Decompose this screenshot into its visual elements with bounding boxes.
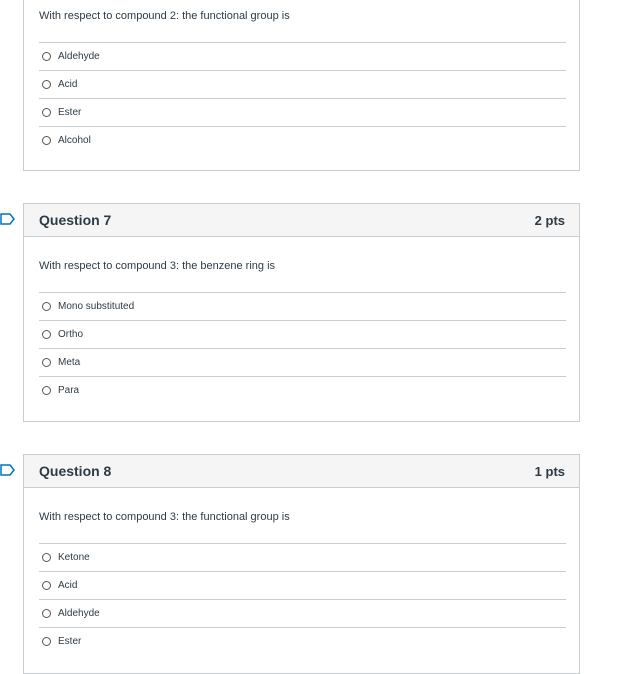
answer-option[interactable]	[39, 98, 566, 126]
answer-option[interactable]	[39, 348, 566, 376]
question-7-text: With respect to compound 3: the benzene ring is	[39, 260, 276, 272]
question-header	[24, 204, 579, 237]
radio-button-icon[interactable]	[42, 581, 51, 590]
flag-question-icon[interactable]	[0, 213, 15, 225]
answer-option[interactable]	[39, 70, 566, 98]
radio-button-icon[interactable]	[42, 637, 51, 646]
answer-option[interactable]	[39, 571, 566, 599]
question-6-card	[23, 0, 580, 171]
answer-option[interactable]	[39, 543, 566, 571]
radio-button-icon[interactable]	[42, 52, 51, 61]
answer-option[interactable]	[39, 126, 566, 154]
answer-option[interactable]	[39, 627, 566, 655]
answer-label: Alcohol	[58, 135, 91, 146]
answer-option[interactable]	[39, 376, 566, 404]
question-title: Question 8	[39, 463, 112, 479]
radio-button-icon[interactable]	[42, 358, 51, 367]
answer-option[interactable]	[39, 292, 566, 320]
question-points: 1 pts	[534, 463, 565, 479]
answer-option[interactable]	[39, 42, 566, 70]
radio-button-icon[interactable]	[42, 609, 51, 618]
question-title: Question 7	[39, 212, 112, 228]
question-7-card	[23, 203, 580, 422]
radio-button-icon[interactable]	[42, 80, 51, 89]
answer-label: Ketone	[58, 552, 90, 563]
answer-label: Mono substituted	[58, 301, 135, 312]
radio-button-icon[interactable]	[42, 386, 51, 395]
question-points: 2 pts	[534, 212, 565, 228]
answer-label: Aldehyde	[58, 608, 100, 619]
answer-label: Meta	[58, 357, 81, 368]
radio-button-icon[interactable]	[42, 330, 51, 339]
answer-label: Ester	[58, 636, 82, 647]
answer-option[interactable]	[39, 599, 566, 627]
answer-option[interactable]	[39, 320, 566, 348]
question-6-answers	[39, 42, 566, 154]
answer-label: Acid	[58, 79, 78, 90]
answer-label: Ortho	[58, 329, 84, 340]
question-6-text: With respect to compound 2: the functional group is	[39, 10, 290, 22]
flag-question-icon[interactable]	[0, 464, 15, 476]
radio-button-icon[interactable]	[42, 302, 51, 311]
question-7-answers	[39, 292, 566, 404]
answer-label: Ester	[58, 107, 82, 118]
answer-label: Acid	[58, 580, 78, 591]
radio-button-icon[interactable]	[42, 108, 51, 117]
question-header	[24, 455, 579, 488]
question-8-answers	[39, 543, 566, 655]
answer-label: Aldehyde	[58, 51, 100, 62]
radio-button-icon[interactable]	[42, 553, 51, 562]
answer-label: Para	[58, 385, 80, 396]
radio-button-icon[interactable]	[42, 136, 51, 145]
question-8-card	[23, 454, 580, 674]
question-8-text: With respect to compound 3: the functional group is	[39, 511, 290, 523]
